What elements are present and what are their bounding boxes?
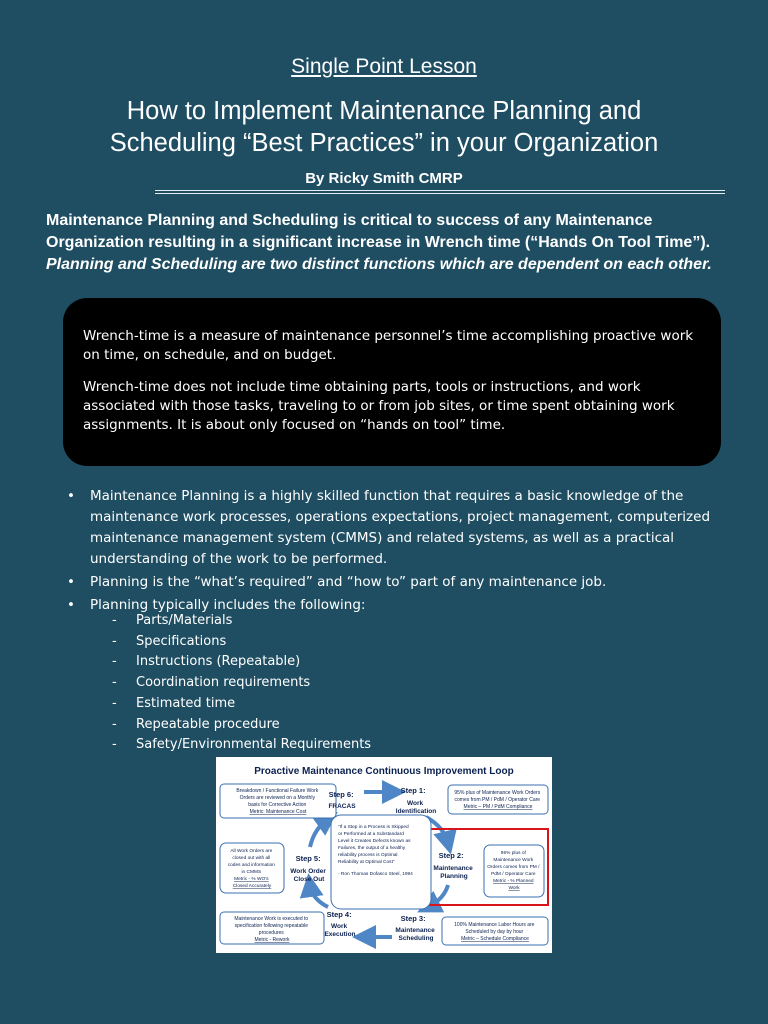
sub-item-text: Repeatable procedure xyxy=(136,716,280,732)
wrench-time-callout xyxy=(63,298,721,466)
callout-paragraph-1: Wrench-time is a measure of maintenance personnel’s time accomplishing proactive work on time, on schedule, and on budget. xyxy=(83,328,694,363)
step-5-label: Step 5: Work Order Close Out xyxy=(290,854,326,883)
scheduling-description-text: 100% Maintenance Labor Hours are Scheduled by day by hour Metric – Schedule Compliance xyxy=(454,922,535,942)
quote-text: “If a Step in a Process is Skipped or Performed at a Substandard Level it Creates Defects known as Failures, the output of a healthy reliability process is Optimal Reliability at Optimal Cost” - Ron Thomas Dofasco Steel, 1994 xyxy=(338,825,413,877)
step-3-label: Step 3: Maintenance Scheduling xyxy=(395,914,435,942)
sub-item-text: Estimated time xyxy=(136,695,236,711)
dash-icon: - xyxy=(112,675,117,691)
divider-rule xyxy=(155,193,725,194)
planning-description-text: 95% plus of Maintenance Work Orders comes from PM / PdM / Operator Care Metric - % Planned Work xyxy=(487,851,540,891)
sub-item-text: Safety/Environmental Requirements xyxy=(136,737,372,753)
sub-list-item xyxy=(112,735,432,756)
intro-italic-text: Planning and Scheduling are two distinct functions which are dependent on each other. xyxy=(46,256,712,273)
step-6-label: Step 6: FRACAS xyxy=(328,790,356,810)
bullet-text: Planning typically includes the following: xyxy=(90,597,366,613)
intro-paragraph xyxy=(46,210,736,276)
bullet-icon: • xyxy=(67,574,75,590)
sub-list-item xyxy=(112,694,432,715)
bullet-item xyxy=(60,572,730,593)
dash-icon: - xyxy=(112,654,117,670)
planning-includes-list xyxy=(112,611,432,756)
fracas-description-text: Breakdown / Functional Failure Work Orders are reviewed on a Monthly basis for Corrective Action Metric: Maintenance Cost xyxy=(236,788,319,815)
bullet-icon: • xyxy=(67,488,75,504)
sub-item-text: Parts/Materials xyxy=(136,613,233,628)
identification-description-text: 95% plus of Maintenance Work Orders comes from PM / PdM / Operator Care Metric – PM / PdM Compliance xyxy=(454,790,541,810)
bullet-text: Planning is the “what’s required” and “how to” part of any maintenance job. xyxy=(90,574,607,590)
closeout-description-text: All Work Orders are closed out with all codes and information in CMMS Metric - % WO's Closed Accurately xyxy=(227,849,275,889)
dash-icon: - xyxy=(112,716,117,732)
sub-list-item xyxy=(112,611,432,632)
page-title xyxy=(60,95,708,159)
sub-list-item xyxy=(112,652,432,673)
bullet-list xyxy=(60,486,730,616)
improvement-loop-svg xyxy=(216,757,552,953)
sub-list-item xyxy=(112,632,432,653)
sub-list-item xyxy=(112,715,432,736)
bullet-icon: • xyxy=(67,597,75,613)
sub-item-text: Instructions (Repeatable) xyxy=(136,654,301,670)
title-line-1: How to Implement Maintenance Planning and xyxy=(126,97,642,125)
sub-item-text: Coordination requirements xyxy=(136,675,311,691)
step-1-label: Step 1: Work Identification xyxy=(395,786,437,815)
bullet-text: Maintenance Planning is a highly skilled function that requires a basic knowledge of the maintenance work processes, operations expectations, project management, computerized maintenance management system (CMMS) and related systems, as well as a practical understanding of the work to be performed. xyxy=(90,488,711,567)
improvement-loop-diagram xyxy=(216,757,552,953)
step-2-label: Step 2: Maintenance Planning xyxy=(433,851,473,880)
dash-icon: - xyxy=(112,633,117,649)
sub-list-item xyxy=(112,673,432,694)
intro-text: Maintenance Planning and Scheduling is critical to success of any Maintenance Organization resulting in a significant increase in Wrench time (“Hands On Tool Time”). xyxy=(46,212,711,251)
dash-icon: - xyxy=(112,737,117,753)
callout-paragraph-2: Wrench-time does not include time obtaining parts, tools or instructions, and work associated with those tasks, traveling to or from job sites, or time spent obtaining work assignments. It is about only focused on “hands on tool” time. xyxy=(83,379,675,433)
loop-arrow xyxy=(310,819,328,847)
divider-rule xyxy=(155,190,725,191)
diagram-title: Proactive Maintenance Continuous Improvement Loop xyxy=(254,766,514,777)
lesson-kicker: Single Point Lesson xyxy=(291,55,477,78)
step-4-label: Step 4: Work Execution xyxy=(324,910,356,938)
dash-icon: - xyxy=(112,695,117,711)
bullet-item xyxy=(60,486,730,570)
execution-description-text: Maintenance Work is executed to specification following repeatable procedures Metric - Rework xyxy=(234,916,309,943)
author-byline: By Ricky Smith CMRP xyxy=(305,170,463,187)
sub-item-text: Specifications xyxy=(136,633,227,649)
dash-icon: - xyxy=(112,613,117,628)
loop-arrow xyxy=(310,885,328,907)
title-line-2: Scheduling “Best Practices” in your Organization xyxy=(109,129,659,157)
